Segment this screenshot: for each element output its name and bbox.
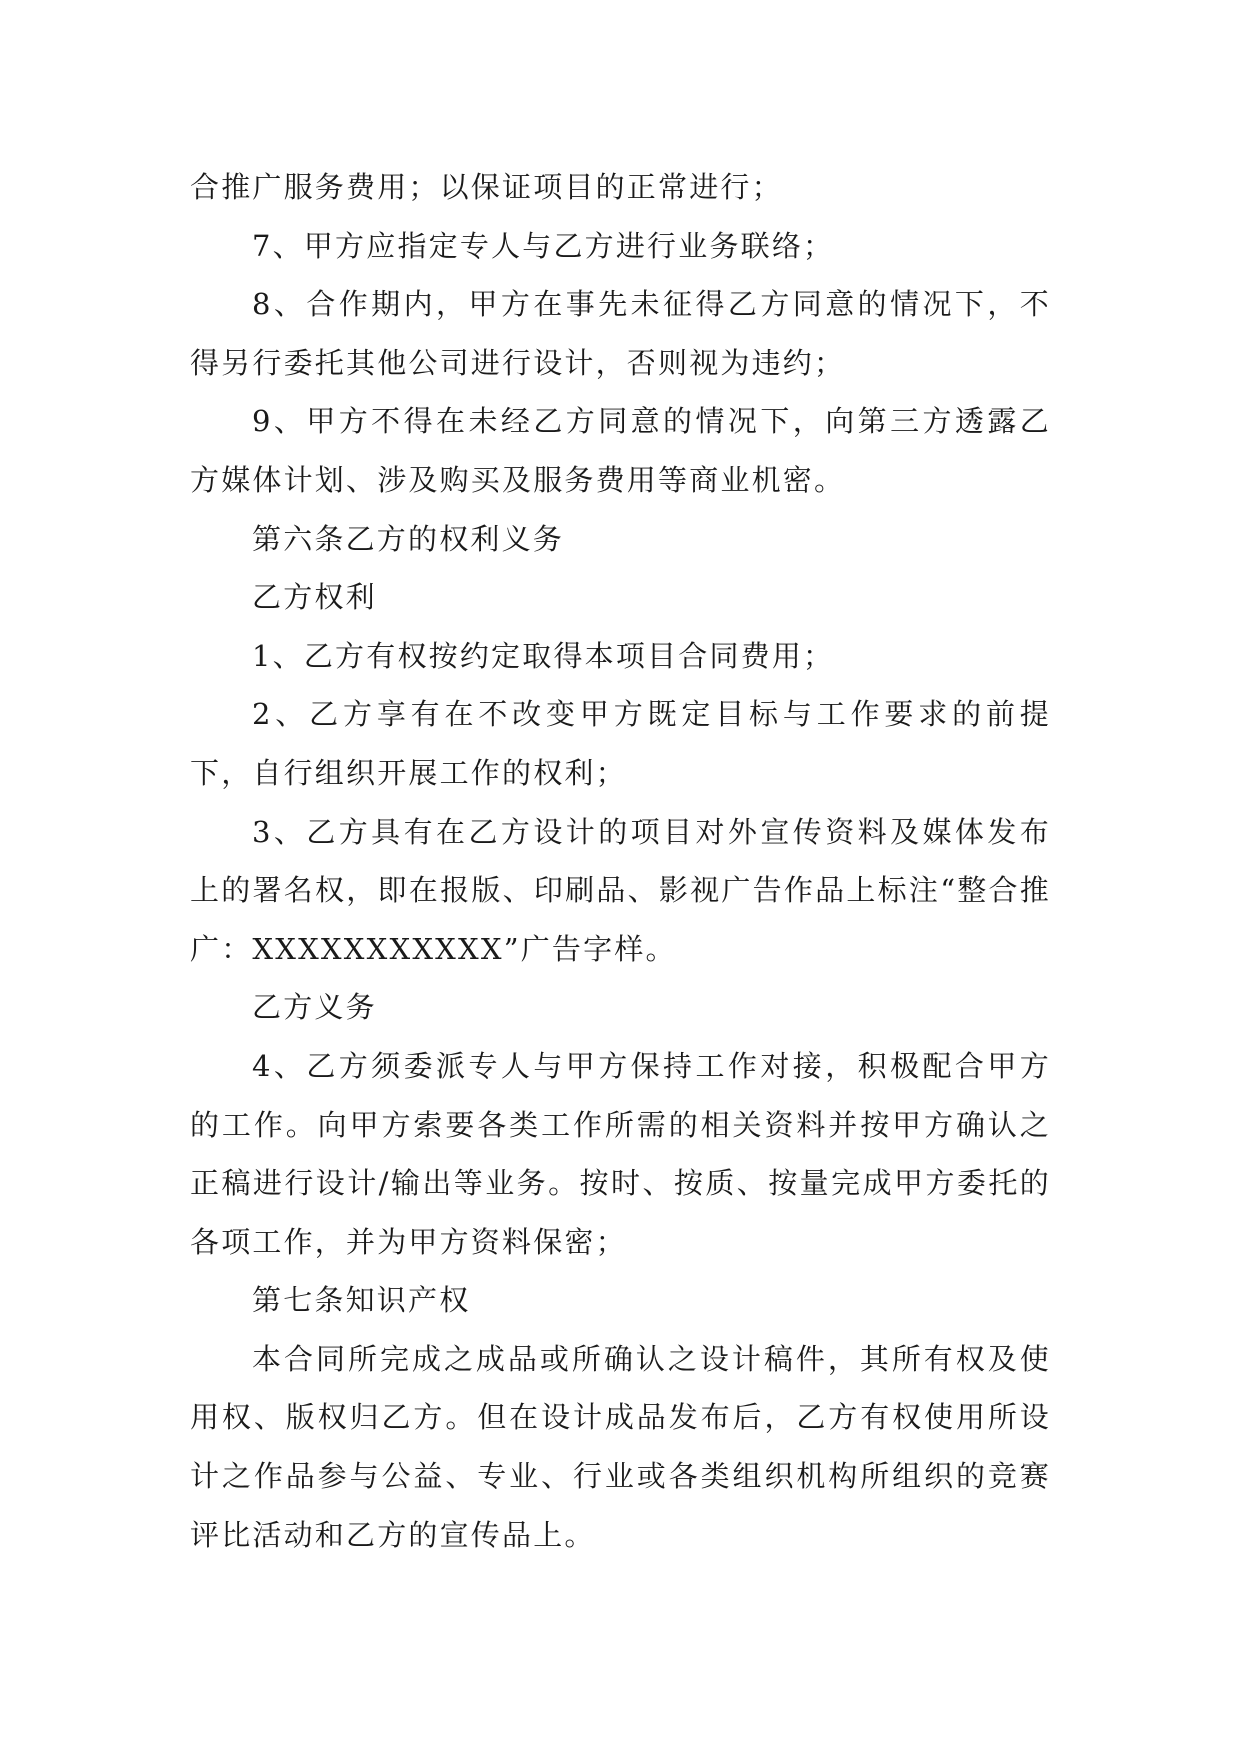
paragraph-obligation-4: 4、乙方须委派专人与甲方保持工作对接，积极配合甲方的工作。向甲方索要各类工作所需的相关资料并按甲方确认之正稿进行设计/输出等业务。按时、按质、按量完成甲方委托的各项工作，并为甲方资料保密； bbox=[190, 1048, 1051, 1259]
paragraph-clause-9: 9、甲方不得在未经乙方同意的情况下，向第三方透露乙方媒体计划、涉及购买及服务费用等商业机密。 bbox=[190, 404, 1051, 497]
subheading-party-b-obligations: 乙方义务 bbox=[252, 990, 377, 1025]
paragraph-ip-terms: 本合同所完成之成品或所确认之设计稿件，其所有权及使用权、版权归乙方。但在设计成品发布后，乙方有权使用所设计之作品参与公益、专业、行业或各类组织机构所组织的竞赛评比活动和乙方的宣传品上。 bbox=[190, 1341, 1051, 1552]
subheading-party-b-rights: 乙方权利 bbox=[252, 580, 377, 615]
section-heading-article-6: 第六条乙方的权利义务 bbox=[252, 521, 565, 556]
paragraph-clause-7: 7、甲方应指定专人与乙方进行业务联络； bbox=[252, 228, 835, 263]
document-body bbox=[190, 158, 1051, 1564]
paragraph-continuation: 合推广服务费用；以保证项目的正常进行； bbox=[190, 170, 783, 204]
section-heading-article-7: 第七条知识产权 bbox=[252, 1283, 471, 1318]
paragraph-right-3: 3、乙方具有在乙方设计的项目对外宣传资料及媒体发布上的署名权，即在报版、印刷品、影视广告作品上标注“整合推广：XXXXXXXXXXX”广告字样。 bbox=[190, 814, 1051, 966]
paragraph-right-2: 2、乙方享有在不改变甲方既定目标与工作要求的前提下，自行组织开展工作的权利； bbox=[190, 697, 1051, 790]
paragraph-right-1: 1、乙方有权按约定取得本项目合同费用； bbox=[252, 638, 835, 673]
paragraph-clause-8: 8、合作期内，甲方在事先未征得乙方同意的情况下，不得另行委托其他公司进行设计，否则视为违约； bbox=[190, 287, 1051, 380]
